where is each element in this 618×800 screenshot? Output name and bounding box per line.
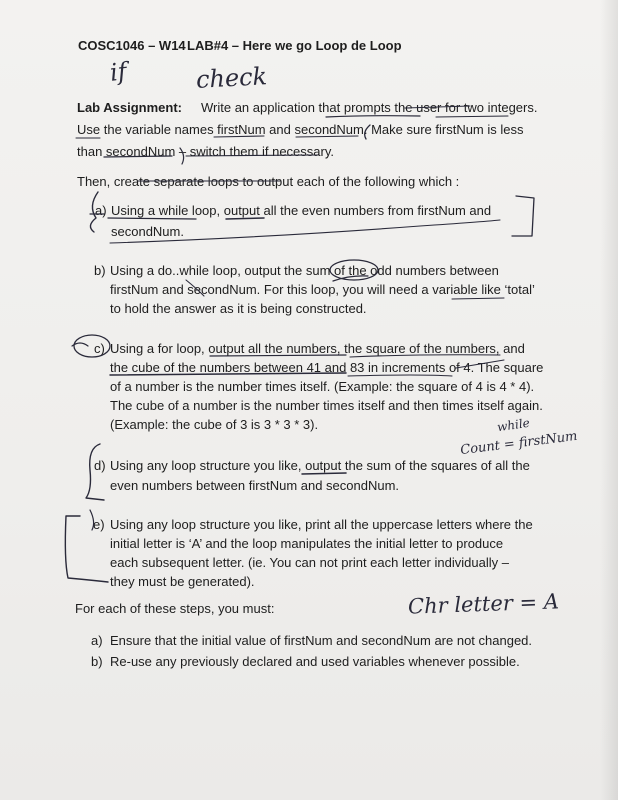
underline-integers <box>436 116 508 117</box>
circle-odd-numbers <box>330 260 378 280</box>
underline-prompts-user <box>326 116 420 117</box>
task-a-line-1: Using a while loop, output all the even numbers from firstNum and <box>111 203 492 218</box>
bracket-task-a-left <box>90 192 98 232</box>
underline-increments-c <box>348 375 452 376</box>
lab-title: LAB#4 – Here we go Loop de Loop <box>187 38 402 53</box>
handwritten-if-note: if <box>108 57 128 87</box>
pen-tick-after-secondnum <box>365 125 370 139</box>
task-c-label: c) <box>94 341 105 356</box>
task-e-label: e) <box>93 517 105 532</box>
underline-secondnum-2 <box>104 156 172 157</box>
pen-mark-second <box>186 280 204 296</box>
task-e-line-1: Using any loop structure you like, print all the uppercase letters where the <box>110 517 533 532</box>
step-a-text: Ensure that the initial value of firstNum and secondNum are not changed. <box>110 633 533 648</box>
task-a-label: a) <box>95 203 107 218</box>
underline-firstnum <box>214 136 264 137</box>
strike-for-two <box>405 106 470 108</box>
loops-intro: Then, create separate loops to output each of the following which : <box>77 174 460 189</box>
task-c-line-1: Using a for loop, output all the numbers, the square of the numbers, and <box>110 341 525 356</box>
intro-line-2: Use the variable names firstNum and secondNum. Make sure firstNum is less <box>77 122 524 137</box>
circle-task-c-label <box>74 335 110 357</box>
task-b-line-1: Using a do..while loop, output the sum of the odd numbers between <box>110 263 499 278</box>
pen-tick-task-e <box>90 510 94 530</box>
task-d-label: d) <box>94 458 106 473</box>
pen-tick-dash <box>180 148 184 164</box>
handwritten-while-note: while <box>496 415 531 435</box>
bracket-task-e <box>65 516 108 582</box>
lab-assignment-label: Lab Assignment: <box>77 100 182 115</box>
course-code: COSC1046 – W14 <box>78 38 186 53</box>
task-d-line-2: even numbers between firstNum and secondNum. <box>110 478 400 493</box>
task-e-line-3: each subsequent letter. (ie. You can not print each letter individually – <box>110 555 509 570</box>
task-e-line-2: initial letter is ‘A’ and the loop manipulates the initial letter to produce <box>110 536 504 551</box>
step-a-label: a) <box>91 633 103 648</box>
bracket-task-d <box>86 444 104 500</box>
sweep-line-task-a <box>110 220 500 243</box>
underline-cube-numbers <box>110 373 346 375</box>
intro-line-3: than secondNum – switch them if necessary. <box>77 144 334 159</box>
step-b-text: Re-use any previously declared and used variables whenever possible. <box>110 654 520 669</box>
underline-square-numbers <box>350 355 500 357</box>
steps-intro: For each of these steps, you must: <box>75 601 275 616</box>
task-c-line-5: (Example: the cube of 3 is 3 * 3 * 3). <box>110 417 319 432</box>
underline-output-all-numbers <box>210 355 346 356</box>
underline-secondnum <box>296 136 358 137</box>
task-b-label: b) <box>94 263 106 278</box>
task-c-line-4: The cube of a number is the number times itself and then times itself again. <box>110 398 543 413</box>
underline-increments-b <box>452 298 504 299</box>
arrow-stroke-c <box>456 360 504 368</box>
task-c-line-3: of a number is the number times itself. (Example: the square of 4 is 4 * 4). <box>110 379 535 394</box>
underline-output-a <box>226 218 264 219</box>
intro-line-1: Write an application that prompts the user for two integers. <box>201 100 538 115</box>
bracket-task-a-right <box>512 196 534 236</box>
task-d-line-1: Using any loop structure you like, output the sum of the squares of all the <box>110 458 530 473</box>
underline-switch-them <box>186 155 318 156</box>
task-b-line-2: firstNum and secondNum. For this loop, you will need a variable like ‘total’ <box>110 282 535 297</box>
task-c-line-2: the cube of the numbers between 41 and 83 in increments of 4. The square <box>110 360 544 375</box>
handwritten-check-note: check <box>195 62 268 94</box>
underline-while-loop <box>108 218 196 219</box>
handwritten-count-note: Count = firstNum <box>459 428 579 459</box>
handwritten-char-note: Chr letter = A <box>407 589 560 619</box>
step-b-label: b) <box>91 654 103 669</box>
underline-output-d <box>302 473 346 474</box>
task-b-line-3: to hold the answer as it is being constructed. <box>110 301 367 316</box>
task-e-line-4: they must be generated). <box>110 574 255 589</box>
task-a-line-2: secondNum. <box>111 224 184 239</box>
